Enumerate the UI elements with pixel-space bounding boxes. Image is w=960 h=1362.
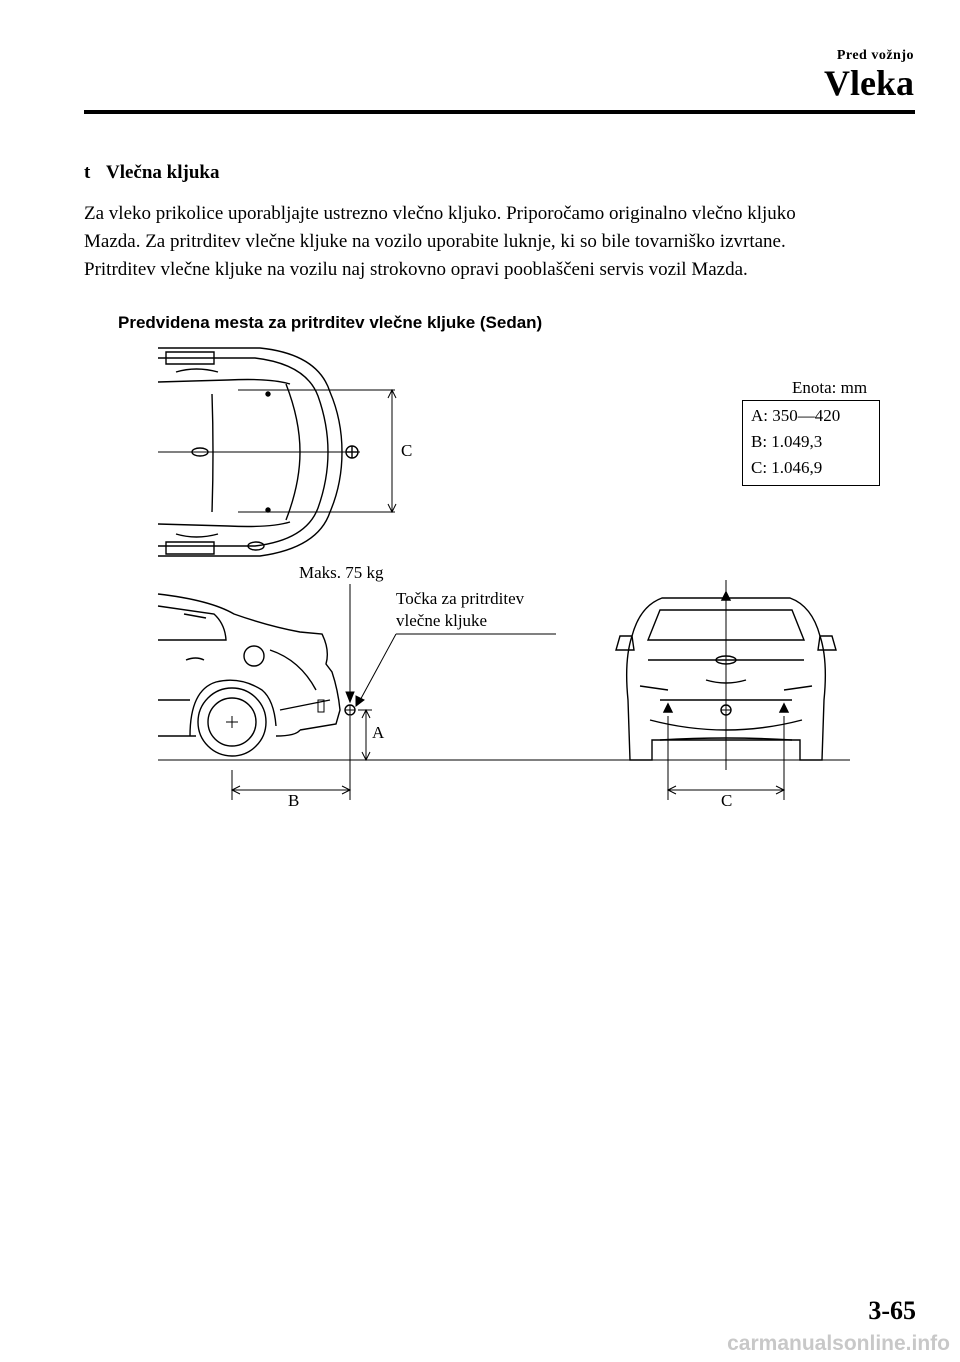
- label-mount-point-2: vlečne kljuke: [396, 611, 488, 630]
- spec-a: A: 350—420: [751, 406, 841, 425]
- running-header-section: Pred vožnjo: [836, 48, 914, 63]
- car-rear-view: [616, 580, 836, 770]
- label-c-rear: C: [721, 791, 733, 810]
- watermark: carmanualsonline.info: [727, 1332, 950, 1355]
- car-side-view: [158, 594, 355, 756]
- max-load-arrow: [346, 584, 354, 702]
- section-bullet-icon: t: [84, 162, 91, 183]
- label-c-top: C: [401, 441, 413, 460]
- body-line: Za vleko prikolice uporabljajte ustrezno vlečno kljuko. Priporočamo originalno vlečno kljuko: [84, 203, 796, 224]
- body-line: Mazda. Za pritrditev vlečne kljuke na vozilo uporabite luknje, ki so bile tovarniško izvrtane.: [84, 231, 786, 252]
- figure-caption: Predvidena mesta za pritrditev vlečne kljuke (Sedan): [118, 313, 543, 332]
- dimension-a: [358, 710, 372, 760]
- spec-b: B: 1.049,3: [751, 432, 823, 451]
- body-line: Pritrditev vlečne kljuke na vozilu naj strokovno opravi pooblaščeni servis vozil Mazda.: [84, 259, 748, 280]
- page-title: Vleka: [824, 63, 914, 103]
- car-top-view: [158, 348, 396, 556]
- section-heading-text: Vlečna kljuka: [106, 162, 220, 183]
- page-number: 3-65: [868, 1296, 916, 1325]
- label-max-load: Maks. 75 kg: [299, 563, 384, 582]
- label-a: A: [372, 723, 385, 742]
- label-mount-point-1: Točka za pritrditev: [396, 589, 525, 608]
- spec-c: C: 1.046,9: [751, 458, 823, 477]
- label-b: B: [288, 791, 300, 810]
- dimension-b: [232, 716, 350, 800]
- unit-label: Enota: mm: [792, 378, 868, 397]
- mount-point-leader: [356, 634, 556, 706]
